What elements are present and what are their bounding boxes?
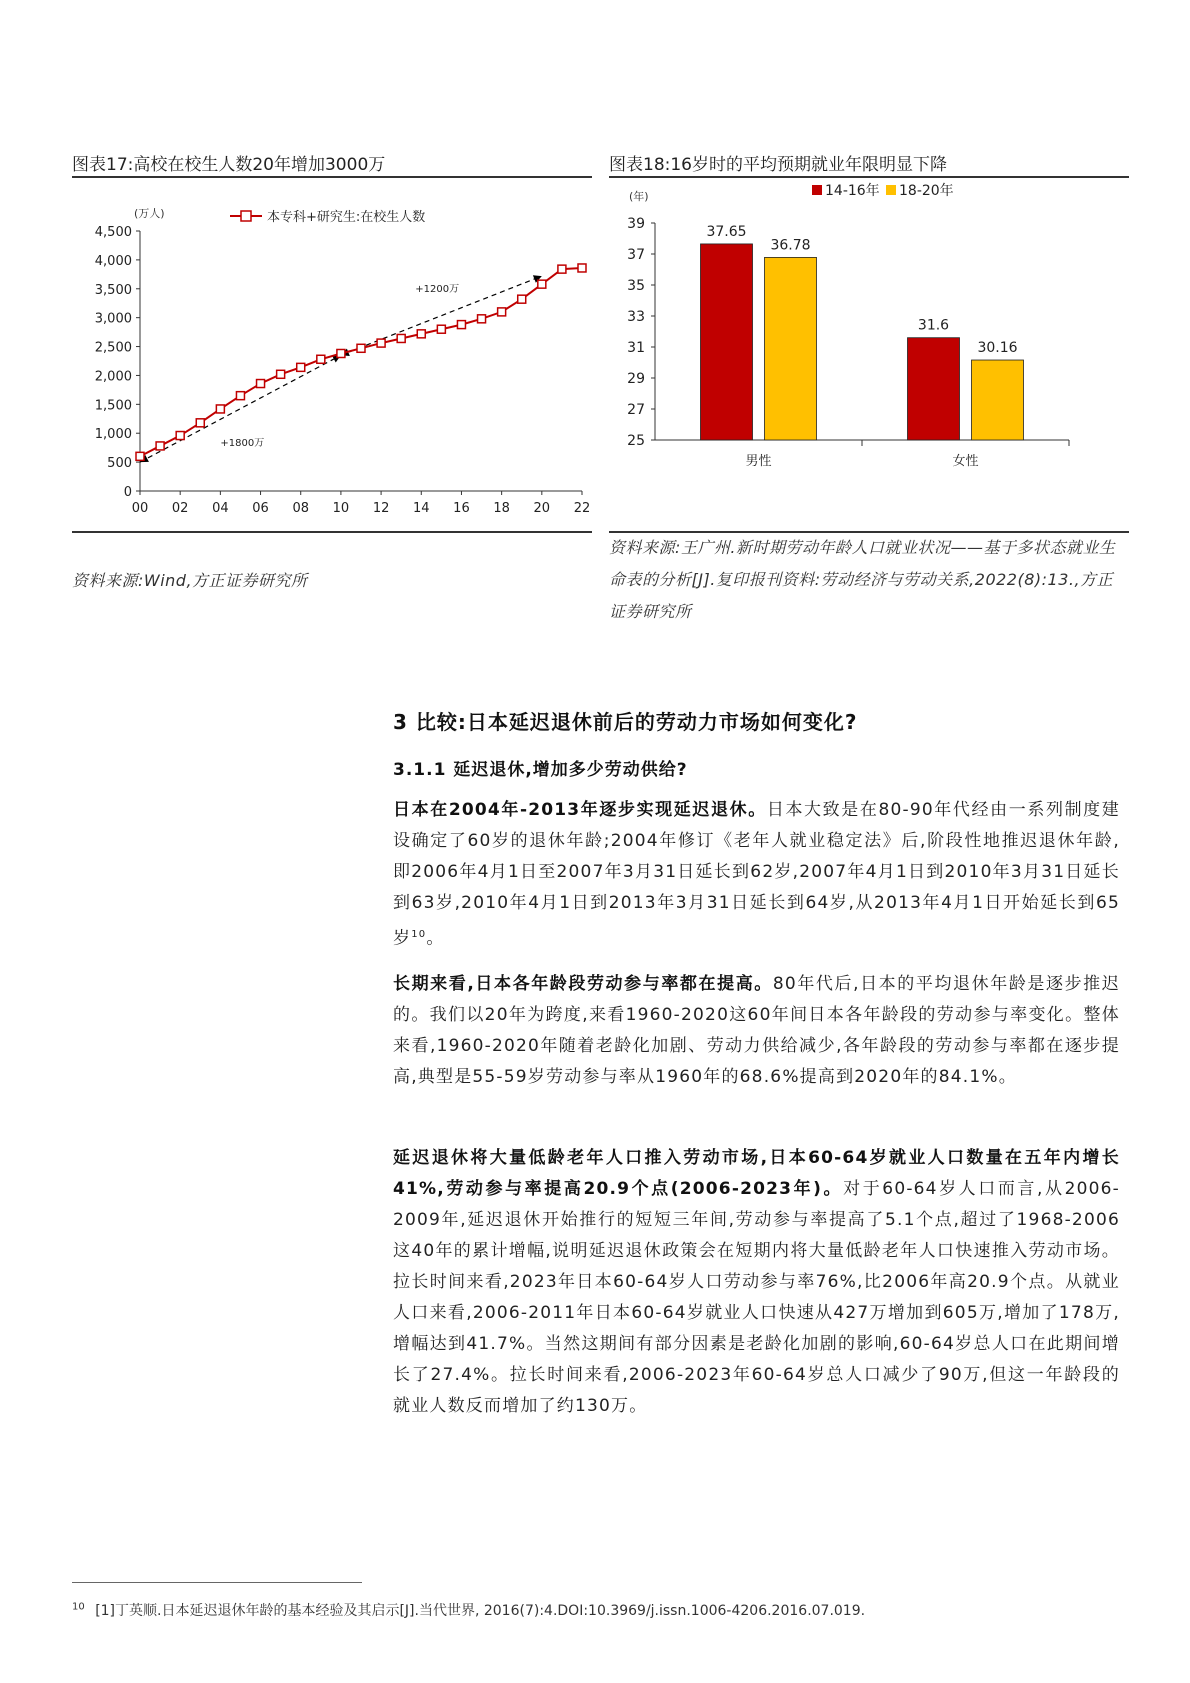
chart18-data-label: 31.6 xyxy=(917,317,950,334)
chart17-y-tick-label: 1,500 xyxy=(94,398,132,414)
chart18-data-label: 30.16 xyxy=(977,340,1018,357)
footnote xyxy=(72,1600,1132,1620)
chart17-data-point xyxy=(397,334,405,342)
chart17-y-tick-label: 2,500 xyxy=(94,340,132,356)
chart17-data-point xyxy=(417,330,425,338)
footnote-number: 10 xyxy=(72,1601,85,1613)
chart18-y-tick-label: 39 xyxy=(627,216,645,232)
section-heading: 3 比较:日本延迟退休前后的劳动力市场如何变化? xyxy=(393,710,858,734)
footnote-ref-10[interactable]: 10 xyxy=(411,929,427,940)
paragraph-1-lead: 日本在2004年-2013年逐步实现延迟退休。 xyxy=(393,800,767,820)
figure18-title: 图表18:16岁时的平均预期就业年限明显下降 xyxy=(609,155,947,175)
chart17-series-line xyxy=(140,268,582,456)
chart17-y-tick-label: 3,000 xyxy=(94,311,132,327)
figure18-top-rule xyxy=(609,176,1129,178)
chart17-y-tick-label: 0 xyxy=(123,485,132,500)
paragraph-3-lead: 延迟退休将大量低龄老年人口推入劳动市场,日本60-64岁就业人口数量在五年内增长41%,劳动参与率提高20.9个点(2006-2023年)。 xyxy=(393,1148,1120,1199)
chart17-x-tick-label: 06 xyxy=(252,501,269,516)
subsection-heading: 3.1.1 延迟退休,增加多少劳动供给? xyxy=(393,760,688,780)
chart17-data-point xyxy=(518,295,526,303)
chart17-x-tick-label: 08 xyxy=(292,501,310,516)
figure17-title: 图表17:高校在校生人数20年增加3000万 xyxy=(72,155,386,175)
chart17-x-tick-label: 18 xyxy=(493,501,510,516)
chart17-y-tick-label: 500 xyxy=(107,456,132,472)
chart17-annotation-label: +1800万 xyxy=(220,438,265,450)
chart18-y-tick-label: 29 xyxy=(627,371,645,387)
paragraph-3 xyxy=(393,1143,1120,1422)
figure18-bar-chart xyxy=(609,180,1129,525)
chart18-legend-swatch xyxy=(886,185,896,195)
chart18-data-label: 37.65 xyxy=(706,223,747,240)
chart18-bar xyxy=(701,244,753,440)
chart18-y-tick-label: 27 xyxy=(627,402,645,418)
chart17-x-tick-label: 12 xyxy=(372,501,390,516)
footnote-separator xyxy=(72,1582,362,1583)
paragraph-2-body: 80年代后,日本的平均退休年龄是逐步推迟的。我们以20年为跨度,来看1960-2020这60年间日本各年龄段的劳动参与率变化。整体来看,1960-2020年随着老龄化加剧、劳动力供给减少,各年龄段的劳动参与率都在逐步提高,典型是55-59岁劳动参与率从1960年的68.6%提高到2020年的84.1%。 xyxy=(393,974,1120,1087)
chart17-data-point xyxy=(257,380,265,388)
chart18-data-label: 36.78 xyxy=(770,237,811,254)
chart18-legend-swatch xyxy=(812,185,822,195)
chart17-annotation-label: +1200万 xyxy=(415,283,460,295)
chart17-x-tick-label: 20 xyxy=(533,501,551,516)
chart17-y-tick-label: 4,000 xyxy=(94,253,132,269)
chart17-data-point xyxy=(437,325,445,333)
figure17-line-chart xyxy=(72,180,592,525)
chart17-unit-label: (万人) xyxy=(134,207,165,220)
chart17-x-tick-label: 00 xyxy=(131,501,149,516)
chart18-legend-label: 14-16年 xyxy=(825,183,880,199)
paragraph-1 xyxy=(393,795,1120,955)
chart17-data-point xyxy=(337,349,345,357)
paragraph-1-tail: 。 xyxy=(426,928,445,949)
chart18-y-tick-label: 33 xyxy=(627,309,645,325)
chart17-data-point xyxy=(457,321,465,329)
chart17-y-tick-label: 3,500 xyxy=(94,282,132,298)
chart18-category-label: 女性 xyxy=(952,454,979,469)
figure17-top-rule xyxy=(72,176,592,178)
chart17-data-point xyxy=(377,339,385,347)
chart17-data-point xyxy=(236,392,244,400)
chart18-legend xyxy=(812,182,954,199)
chart17-y-tick-label: 4,500 xyxy=(94,225,132,240)
paragraph-3-body: 对于60-64岁人口而言,从2006-2009年,延迟退休开始推行的短短三年间,劳动参与率提高了5.1个点,超过了1968-2006这40年的累计增幅,说明延迟退休政策会在短期内将大量低龄老年人口快速推入劳动市场。拉长时间来看,2023年日本60-64岁人口劳动参与率76%,比2006年高20.9个点。从就业人口来看,2006-2011年日本60-64岁就业人口快速从427万增加到605万,增加了178万,增幅达到41.7%。当然这期间有部分因素是老龄化加剧的影响,60-64岁总人口在此期间增长了27.4%。拉长时间来看,2006-2023年60-64岁总人口减少了90万,但这一年龄段的就业人数反而增加了约130万。 xyxy=(393,1179,1120,1416)
chart17-data-point xyxy=(317,355,325,363)
chart18-bar xyxy=(972,360,1024,440)
footnote-text: [1]丁英顺.日本延迟退休年龄的基本经验及其启示[J].当代世界, 2016(7):4.DOI:10.3969/j.issn.1006-4206.2016.07.019. xyxy=(95,1603,866,1619)
chart17-data-point xyxy=(277,370,285,378)
chart17-y-tick-label: 1,000 xyxy=(94,427,132,443)
chart18-y-tick-label: 25 xyxy=(627,433,645,449)
chart18-y-tick-label: 35 xyxy=(627,278,645,294)
chart17-x-tick-label: 14 xyxy=(412,501,430,516)
paragraph-2-lead: 长期来看,日本各年龄段劳动参与率都在提高。 xyxy=(393,974,773,994)
chart17-legend-label: 本专科+研究生:在校生人数 xyxy=(267,210,426,225)
figure17-source: 资料来源:Wind,方正证券研究所 xyxy=(72,571,308,590)
figure18-source: 资料来源:王广州.新时期劳动年龄人口就业状况——基于多状态就业生命表的分析[J].复印报刊资料:劳动经济与劳动关系,2022(8):13.,方正证券研究所 xyxy=(609,538,1116,621)
chart18-unit-label: (年) xyxy=(629,190,649,203)
chart17-y-tick-label: 2,000 xyxy=(94,369,132,385)
chart17-legend xyxy=(230,209,425,225)
chart18-category-label: 男性 xyxy=(745,454,772,469)
chart17-data-point xyxy=(176,432,184,440)
chart17-data-point xyxy=(156,442,164,450)
chart17-data-point xyxy=(357,344,365,352)
chart17-data-point xyxy=(478,315,486,323)
chart18-y-tick-label: 31 xyxy=(627,340,645,356)
chart18-y-tick-label: 37 xyxy=(627,247,645,263)
chart18-bar xyxy=(908,338,960,440)
chart17-x-tick-label: 16 xyxy=(453,501,470,516)
chart17-data-point xyxy=(498,308,506,316)
chart17-data-point xyxy=(578,264,586,272)
chart17-x-tick-label: 02 xyxy=(171,501,189,516)
chart17-data-point xyxy=(216,405,224,413)
paragraph-2 xyxy=(393,969,1120,1093)
chart17-data-point xyxy=(297,363,305,371)
figure17-bottom-rule xyxy=(72,531,592,533)
chart18-bar xyxy=(765,257,817,440)
chart17-x-tick-label: 04 xyxy=(212,501,229,516)
chart17-data-point xyxy=(196,419,204,427)
paragraph-1-body: 日本大致是在80-90年代经由一系列制度建设确定了60岁的退休年龄;2004年修订《老年人就业稳定法》后,阶段性地推迟退休年龄,即2006年4月1日至2007年3月31日延长到62岁,2007年4月1日到2010年3月31日延长到63岁,2010年4月1日到2013年3月31日延长到64岁,从2013年4月1日开始延长到65岁 xyxy=(393,800,1120,949)
chart17-data-point xyxy=(538,280,546,288)
chart18-legend-label: 18-20年 xyxy=(899,183,954,199)
chart17-data-point xyxy=(558,265,566,273)
chart17-x-tick-label: 22 xyxy=(573,501,591,516)
chart17-data-point xyxy=(136,452,144,460)
chart17-x-tick-label: 10 xyxy=(332,501,350,516)
